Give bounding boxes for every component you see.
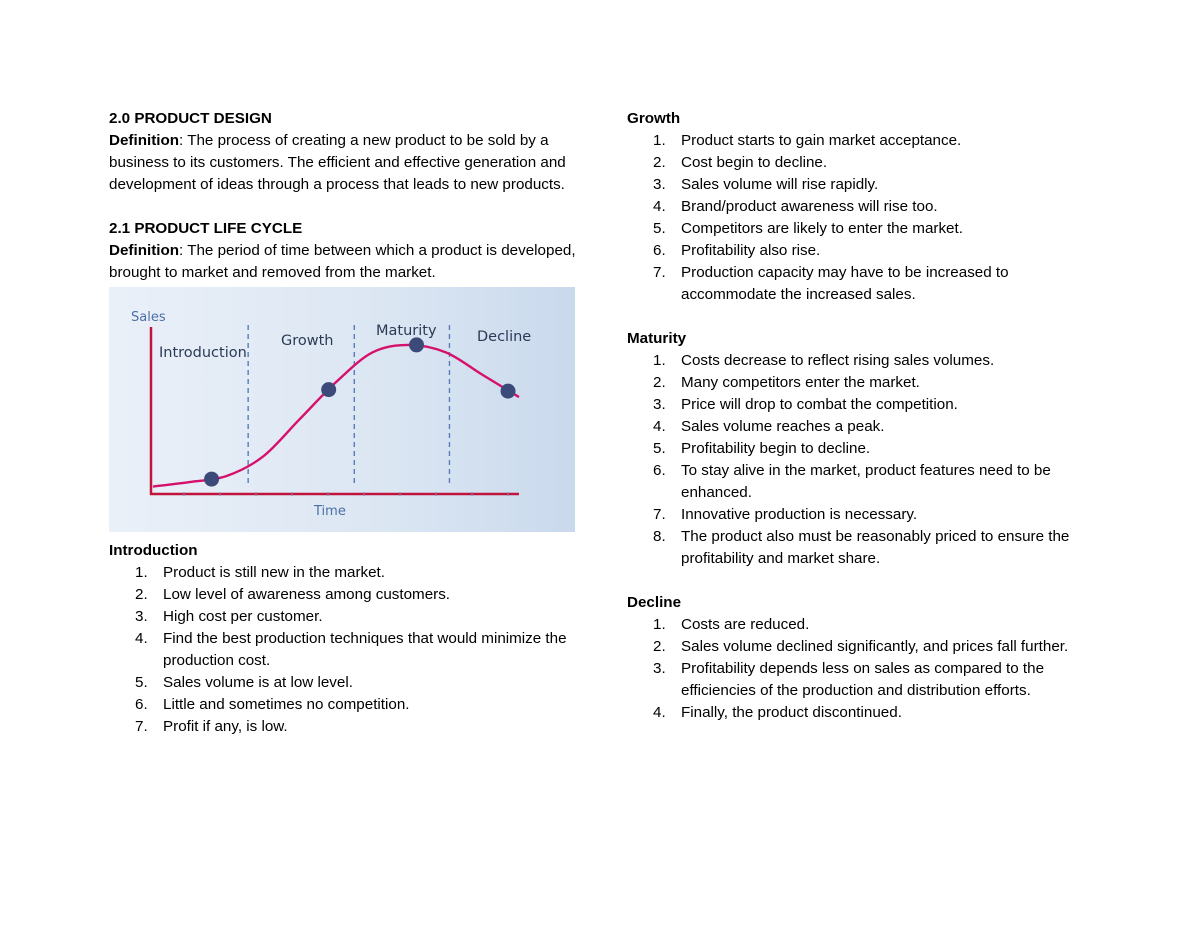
list-item-text: Production capacity may have to be increased to accommodate the increased sales. bbox=[681, 264, 1009, 303]
list-number: 3. bbox=[135, 608, 148, 625]
list-number: 2. bbox=[135, 586, 148, 603]
decline-title: Decline bbox=[627, 594, 682, 611]
right-column bbox=[627, 108, 1107, 724]
list-item-text: Price will drop to combat the competition. bbox=[681, 396, 958, 413]
growth-title: Growth bbox=[627, 110, 681, 127]
list-item-text: Find the best production techniques that would minimize the production cost. bbox=[163, 630, 567, 669]
list-number: 1. bbox=[653, 616, 666, 633]
list-item bbox=[627, 262, 1107, 306]
list-item-text: Sales volume is at low level. bbox=[163, 674, 353, 691]
growth-list bbox=[627, 130, 1107, 306]
list-item-text: Sales volume declined significantly, and prices fall further. bbox=[681, 638, 1069, 655]
section-title-product-design: 2.0 PRODUCT DESIGN bbox=[109, 110, 272, 127]
list-number: 2. bbox=[653, 154, 666, 171]
sales-curve-line bbox=[153, 345, 519, 487]
list-item-text: High cost per customer. bbox=[163, 608, 323, 625]
definition-label: Definition bbox=[109, 242, 180, 259]
list-number: 1. bbox=[653, 132, 666, 149]
list-number: 6. bbox=[653, 242, 666, 259]
product-life-cycle-chart bbox=[109, 287, 575, 532]
list-item bbox=[627, 130, 1107, 152]
list-item bbox=[627, 460, 1107, 504]
list-item-text: Brand/product awareness will rise too. bbox=[681, 198, 938, 215]
list-number: 3. bbox=[653, 660, 666, 677]
list-item-text: Costs decrease to reflect rising sales volumes. bbox=[681, 352, 995, 369]
x-axis-label: Time bbox=[314, 504, 346, 519]
list-item-text: Product is still new in the market. bbox=[163, 564, 385, 581]
list-item-text: Cost begin to decline. bbox=[681, 154, 828, 171]
list-item bbox=[109, 606, 579, 628]
list-item-text: Profit if any, is low. bbox=[163, 718, 288, 735]
list-item-text: Low level of awareness among customers. bbox=[163, 586, 451, 603]
list-number: 4. bbox=[653, 704, 666, 721]
maturity-title: Maturity bbox=[627, 330, 687, 347]
stage-marker-point bbox=[321, 382, 336, 397]
list-item bbox=[109, 584, 579, 606]
list-item bbox=[627, 350, 1107, 372]
list-item bbox=[109, 716, 579, 738]
stage-marker-point bbox=[409, 337, 424, 352]
list-item bbox=[627, 152, 1107, 174]
definition-text: : The process of creating a new product to be sold by a business to its customers. The efficient and effective generation and development of ideas through a process that leads to new products. bbox=[109, 132, 566, 193]
stage-label: Maturity bbox=[376, 323, 437, 339]
list-item-text: Many competitors enter the market. bbox=[681, 374, 920, 391]
list-item-text: Profitability depends less on sales as compared to the efficiencies of the production and distribution efforts. bbox=[681, 660, 1045, 699]
list-number: 2. bbox=[653, 374, 666, 391]
list-item bbox=[627, 614, 1107, 636]
list-item-text: Little and sometimes no competition. bbox=[163, 696, 410, 713]
list-number: 2. bbox=[653, 638, 666, 655]
list-number: 8. bbox=[653, 528, 666, 545]
list-item-text: Finally, the product discontinued. bbox=[681, 704, 902, 721]
list-item bbox=[109, 562, 579, 584]
list-number: 4. bbox=[135, 630, 148, 647]
product-design-definition bbox=[109, 130, 579, 196]
list-number: 5. bbox=[135, 674, 148, 691]
list-number: 5. bbox=[653, 220, 666, 237]
list-number: 6. bbox=[653, 462, 666, 479]
left-column bbox=[109, 108, 579, 738]
stage-marker-point bbox=[204, 472, 219, 487]
y-axis-label: Sales bbox=[131, 310, 166, 325]
list-item bbox=[627, 658, 1107, 702]
list-item-text: Innovative production is necessary. bbox=[681, 506, 918, 523]
list-number: 7. bbox=[135, 718, 148, 735]
list-number: 7. bbox=[653, 506, 666, 523]
list-number: 3. bbox=[653, 396, 666, 413]
list-item-text: Sales volume will rise rapidly. bbox=[681, 176, 879, 193]
list-item bbox=[627, 196, 1107, 218]
list-item-text: The product also must be reasonably priced to ensure the profitability and market share. bbox=[681, 528, 1070, 567]
list-item-text: Competitors are likely to enter the market. bbox=[681, 220, 963, 237]
maturity-list bbox=[627, 350, 1107, 570]
list-number: 6. bbox=[135, 696, 148, 713]
introduction-list bbox=[109, 562, 579, 738]
list-item-text: Profitability also rise. bbox=[681, 242, 821, 259]
list-item-text: Profitability begin to decline. bbox=[681, 440, 871, 457]
list-number: 7. bbox=[653, 264, 666, 281]
list-item bbox=[627, 394, 1107, 416]
stage-label: Introduction bbox=[159, 345, 247, 361]
list-item bbox=[627, 526, 1107, 570]
definition-text: : The period of time between which a product is developed, brought to market and removed from the market. bbox=[109, 242, 576, 281]
stage-label: Decline bbox=[477, 329, 532, 345]
definition-label: Definition bbox=[109, 132, 180, 149]
list-item bbox=[627, 438, 1107, 460]
section-title-product-life-cycle: 2.1 PRODUCT LIFE CYCLE bbox=[109, 220, 303, 237]
list-number: 1. bbox=[653, 352, 666, 369]
life-cycle-definition bbox=[109, 240, 579, 284]
list-item bbox=[627, 240, 1107, 262]
stage-label: Growth bbox=[281, 333, 334, 349]
list-item-text: Sales volume reaches a peak. bbox=[681, 418, 885, 435]
list-item bbox=[109, 628, 579, 672]
list-item bbox=[627, 416, 1107, 438]
list-item bbox=[627, 702, 1107, 724]
list-item-text: Product starts to gain market acceptance. bbox=[681, 132, 962, 149]
list-number: 4. bbox=[653, 198, 666, 215]
list-item bbox=[627, 218, 1107, 240]
list-item-text: To stay alive in the market, product features need to be enhanced. bbox=[681, 462, 1051, 501]
list-item bbox=[109, 694, 579, 716]
list-number: 5. bbox=[653, 440, 666, 457]
list-number: 4. bbox=[653, 418, 666, 435]
list-item bbox=[627, 174, 1107, 196]
list-item bbox=[109, 672, 579, 694]
list-number: 3. bbox=[653, 176, 666, 193]
introduction-title: Introduction bbox=[109, 542, 198, 559]
list-number: 1. bbox=[135, 564, 148, 581]
stage-marker-point bbox=[501, 384, 516, 399]
list-item bbox=[627, 636, 1107, 658]
list-item bbox=[627, 504, 1107, 526]
list-item bbox=[627, 372, 1107, 394]
list-item-text: Costs are reduced. bbox=[681, 616, 810, 633]
chart-svg bbox=[109, 287, 575, 532]
decline-list bbox=[627, 614, 1107, 724]
